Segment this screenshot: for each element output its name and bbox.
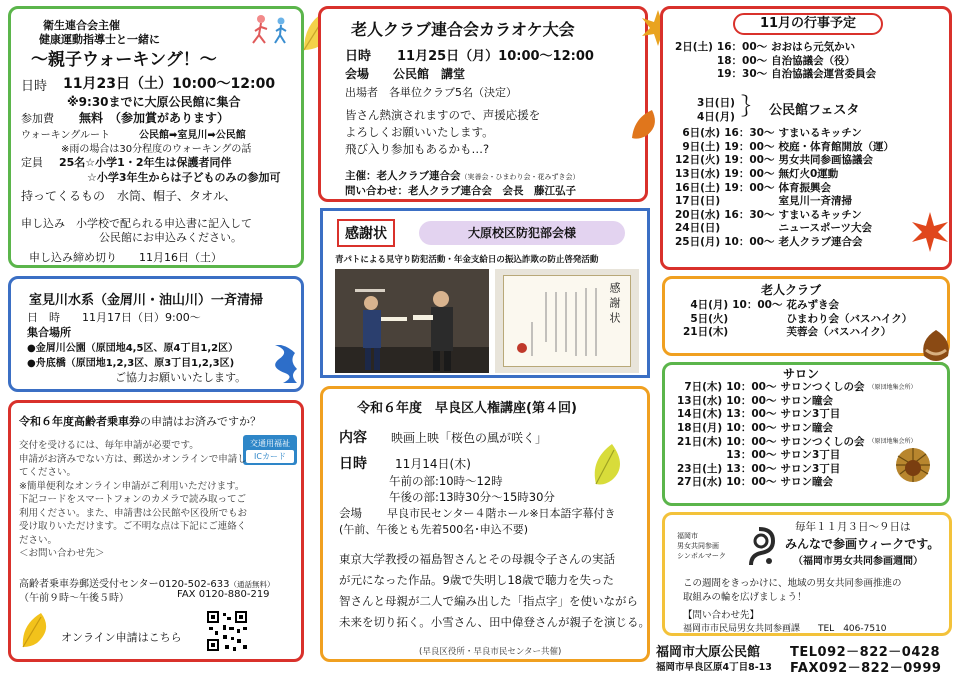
event-date: 2日(土) (675, 41, 713, 53)
event-note: （原団地集会所） (868, 383, 917, 391)
event-time (722, 195, 776, 209)
walking-host2: 健康運動指導士と一緒に (39, 33, 160, 46)
event-time: 10：00～ (732, 299, 783, 311)
hr-title: 令和６年度 早良区人権講座(第４回) (357, 401, 577, 416)
equality-week: 毎年１１月３日～９日は (795, 521, 911, 533)
event-date: 7日(木) (684, 381, 723, 393)
karaoke-host: 主催：老人クラブ連合会 (345, 170, 461, 182)
walking-host1: 衛生連合会主催 (43, 19, 120, 32)
event-name: 男女共同参画協議会 (778, 154, 873, 167)
walking-apply1: 申し込み 小学校で配られる申込書に記入して (21, 217, 252, 230)
equality-dept: 福岡市市民局男女共同参画課 TEL 406-7510 (683, 624, 887, 634)
schedule-row (673, 182, 896, 196)
event-name: 校庭・体育館開放（運） (778, 140, 894, 153)
footer-address: 福岡市早良区原4丁目8-13 (656, 662, 772, 673)
festa-date-2: 4日(月) (697, 111, 735, 123)
schedule-row (675, 463, 918, 477)
event-date: 24日(日) (675, 222, 721, 235)
hr-am: 午前の部:10時～12時 (389, 474, 503, 488)
event-time: 10：00～ (726, 435, 777, 448)
event-date: 25日(月) (675, 236, 721, 249)
event-name: サロン3丁目 (780, 408, 841, 421)
senior-pass-center-tel: 高齢者乗車券郵送受付センター0120-502-633 (19, 579, 230, 590)
event-time: 13：00～ (726, 408, 777, 421)
event-name: サロン瞳会 (780, 476, 833, 489)
equality-mark-label-2: 男女共同参画 (677, 542, 719, 550)
event-time: 10：00～ (726, 381, 777, 393)
senior-pass-line: 下記コードをスマートフォンのカメラで読み取ってご (19, 494, 247, 505)
event-time: 19：00～ (724, 154, 775, 167)
senior-pass-line: 受け取りいただけます。ご不明な点は下記にご連絡く (19, 521, 247, 532)
hr-venue: 早良市民センター４階ホール※日本語字幕付き (387, 507, 616, 520)
event-name: 無灯火0運動 (778, 167, 839, 180)
event-time: 19：00～ (724, 140, 775, 153)
hr-venue-label: 会場 (339, 506, 362, 520)
equality-headline: みんなで参画ウィークです。 (785, 537, 940, 551)
karaoke-panel (318, 6, 648, 202)
event-date: 13日(水) (677, 394, 723, 407)
qr-code-image[interactable] (205, 609, 249, 653)
event-date: 5日(火) (690, 312, 729, 325)
event-time: 19：00～ (724, 181, 775, 194)
event-name: 自治協議会運営委員会 (771, 68, 877, 81)
event-date: 23日(土) (677, 462, 723, 475)
schedule-row (673, 55, 878, 69)
award-panel (320, 208, 650, 378)
walking-gather: ※9:30までに大原公民館に集合 (67, 95, 241, 109)
event-date: 27日(水) (677, 476, 723, 489)
award-desc: 青パトによる見守り防犯活動・年金支給日の振込詐欺の防止啓発活動 (335, 255, 599, 265)
leaf-icon (590, 440, 630, 489)
senior-pass-line: 利用ください。また、申請書は公民館や区役所でもお (19, 507, 248, 519)
hr-story-line: 未来を切り拓く。小雪さん、田中偉登さんが親子を演じる。 (339, 615, 650, 629)
schedule-row (673, 154, 896, 168)
event-name: 花みずき会 (786, 299, 839, 311)
event-name: サロン瞳会 (780, 421, 833, 434)
equality-msg-1: この週間をきっかけに、地域の男女共同参画推進の (683, 578, 902, 589)
hr-story-line: が元になった作品。9歳で失明し18歳で聴力を失った (339, 573, 614, 587)
event-name: サロン3丁目 (780, 449, 841, 462)
schedule-row (675, 408, 918, 422)
senior-pass-heading (19, 413, 261, 429)
award-ceremony-photo (335, 269, 489, 373)
event-time: 19：30～ (716, 68, 768, 81)
event-name: サロン3丁目 (780, 462, 841, 475)
senior-pass-line: ＜お問い合わせ先＞ (19, 548, 105, 559)
walking-cap-label: 定員 (21, 156, 43, 169)
senior-pass-title: 令和６年度高齢者乗車券 (19, 415, 140, 428)
schedule-row (675, 436, 918, 450)
event-name: 体育振興会 (778, 181, 831, 194)
river-place-2: ●舟底橋（原団地1,2,3区、原3丁目1,2,3区) (27, 358, 235, 369)
equality-symbol-mark (739, 525, 779, 569)
schedule-row (673, 41, 878, 55)
event-date: 20日(水) (675, 208, 721, 221)
salon-title: サロン (783, 367, 820, 381)
karaoke-host-note: （実善会・ひまわり会・花みずき会） (460, 173, 580, 181)
event-date: 9日(土) (682, 140, 721, 153)
walking-date: 11月23日（土）10:00～12:00 (63, 76, 276, 92)
schedule-row (681, 313, 914, 327)
walking-fee: 無料 （参加賞があります） (79, 111, 230, 125)
schedule-panel (660, 6, 952, 270)
event-date: 4日(月) (690, 299, 729, 311)
walking-deadline: 申し込み締め切り 11月16日（土） (29, 251, 222, 264)
event-date (673, 55, 715, 69)
event-note: （原団地集会所） (868, 438, 917, 446)
senior-club-panel (662, 276, 950, 356)
event-name: 芙蓉会（バスハイク） (786, 326, 892, 339)
walking-panel (8, 6, 304, 268)
equality-panel (662, 512, 952, 636)
equality-mark-label-1: 福岡市 (677, 532, 698, 540)
schedule-row (675, 381, 918, 395)
river-date: 日 時 11月17日（日）9:00～ (27, 311, 201, 324)
ic-card-line1: 交通用福祉 (250, 439, 290, 448)
karaoke-entrants: 出場者 各単位クラブ5名（決定） (345, 86, 517, 99)
hr-credit: (早良区役所・早良市民センター共催) (419, 647, 562, 657)
karaoke-msg-1: 皆さん熱演されますので、声援応援を (345, 108, 541, 122)
award-badge: 感謝状 (337, 219, 395, 247)
event-time: 16：30～ (724, 208, 775, 221)
event-time: 18：00～ (716, 54, 768, 67)
walking-route: 公民館➡室見川➡公民館 (139, 130, 246, 141)
schedule-row (675, 476, 918, 490)
equality-contact: 【問い合わせ先】 (683, 610, 760, 621)
hr-date: 11月14日(木) (395, 457, 471, 471)
schedule-row (673, 68, 878, 82)
event-date: 21日(木) (677, 435, 723, 448)
schedule-row (675, 449, 918, 463)
award-org-banner (419, 221, 625, 245)
chestnut-icon (894, 446, 932, 487)
walking-route-label: ウォーキングルート (21, 130, 110, 141)
schedule-row (673, 168, 896, 182)
equality-msg-2: 取組みの輪を広げましょう！ (683, 592, 807, 603)
event-note (866, 395, 918, 409)
event-name: ニュースポーツ大会 (778, 222, 873, 235)
walking-bring: 持ってくるもの 水筒、帽子、タオル、 (21, 189, 237, 203)
schedule-title: 11月の行事予定 (759, 16, 857, 31)
event-name: サロンつくしの会 (780, 381, 865, 393)
event-time (730, 326, 784, 340)
event-note (866, 422, 918, 436)
schedule-row (681, 299, 914, 313)
schedule-row (673, 209, 896, 223)
walking-cap1: 25名☆小学1・2年生は保護者同伴 (59, 156, 232, 169)
salon-table (675, 381, 918, 490)
walking-fee-label: 参加費 (21, 112, 54, 125)
event-date (673, 68, 715, 82)
senior-pass-line: てください。 (19, 467, 77, 478)
festa-title: 公民館フェスタ (769, 103, 860, 118)
hr-note: (午前、午後とも先着500名･申込不要) (339, 523, 529, 536)
schedule-title-badge (733, 13, 883, 35)
schedule-row (673, 127, 896, 141)
schedule-row (673, 195, 896, 209)
event-name: サロン瞳会 (780, 394, 833, 407)
event-time: 16：00～ (716, 41, 768, 53)
hr-story-line: 東京大学教授の福島智さんとその母親令子さんの実話 (339, 552, 615, 566)
schedule-row (675, 422, 918, 436)
schedule-table (673, 41, 878, 82)
karaoke-contact: 問い合わせ：老人クラブ連合会 会長 藤江弘子 (345, 185, 576, 197)
karaoke-title: 老人クラブ連合会カラオケ大会 (351, 20, 575, 39)
senior-pass-line: ※簡単便利なオンライン申請がご利用いただけます。 (19, 480, 245, 492)
event-date: 12日(火) (675, 154, 721, 167)
event-time: 10：00～ (724, 236, 775, 249)
hr-story (339, 549, 650, 633)
event-date (675, 449, 724, 463)
event-note (866, 408, 918, 422)
event-name: サロンつくしの会 (780, 435, 865, 448)
river-place-1: ●金屑川公園（原団地4,5区、原4丁目1,2区） (27, 343, 239, 354)
schedule-row (673, 222, 896, 236)
maple-leaf-icon (910, 210, 950, 257)
karaoke-msg-3: 飛び入り参加もあるかも…? (345, 142, 490, 156)
event-time: 13：00～ (726, 462, 777, 475)
event-time: 10：00～ (726, 394, 777, 407)
river-place-label: 集合場所 (27, 326, 71, 339)
event-date: 6日(水) (682, 127, 721, 139)
leaf-icon (630, 108, 660, 143)
walking-rain: ※雨の場合は30分程度のウォーキングの話 (61, 144, 252, 155)
karaoke-venue: 会場 公民館 講堂 (345, 67, 466, 81)
river-title: 室見川水系（金屑川・油山川）一斉清掃 (29, 293, 264, 308)
senior-pass-hours: （午前９時～午後５時） (19, 593, 129, 604)
event-name: 自治協議会（役） (771, 54, 856, 67)
event-date: 18日(月) (677, 421, 723, 434)
festa-brace: ｝ (741, 95, 764, 120)
senior-pass-line: ださい。 (19, 534, 58, 546)
event-time: 10：00～ (726, 421, 777, 434)
walking-date-label: 日時 (21, 79, 48, 94)
karaoke-host-line (345, 168, 580, 183)
hr-content-label: 内容 (339, 430, 367, 446)
footer-tel: TEL092－822－0428 (790, 645, 940, 660)
event-name: おおはら元気かい (771, 41, 856, 53)
event-name: 老人クラブ連合会 (778, 236, 863, 249)
walking-title: ～親子ウォーキング！～ (31, 50, 217, 70)
event-name: ひまわり会（バスハイク） (786, 312, 913, 325)
senior-pass-fax: FAX 0120-880-219 (177, 589, 270, 600)
walking-cap2: ☆小学3年生からは子どものみの参加可 (87, 171, 281, 184)
hr-content: 映画上映「桜色の風が咲く」 (391, 431, 548, 445)
hr-pm: 午後の部:13時30分～15時30分 (389, 490, 555, 504)
award-org: 大原校区防犯部会様 (467, 226, 576, 240)
footer-name: 福岡市大原公民館 (656, 645, 761, 660)
event-date: 13日(水) (675, 167, 721, 180)
walkers-icon (247, 13, 297, 45)
senior-pass-line: 申請がお済みでない方は、郵送かオンラインで申請し (19, 453, 247, 465)
event-name: すまいるキッチン (778, 208, 862, 221)
event-date: 17日(日) (675, 195, 721, 208)
festa-date-1: 3日(日) (697, 97, 735, 109)
schedule-row (673, 236, 896, 250)
human-rights-panel (320, 386, 650, 662)
hr-story-line: 智さんと母親が二人で編み出した「指点字」を使いながら (339, 594, 638, 608)
hr-date-label: 日時 (339, 456, 367, 472)
event-name: すまいるキッチン (778, 127, 862, 139)
club-title: 老人クラブ (761, 283, 822, 297)
schedule-row (681, 326, 914, 340)
event-time: 19：00～ (724, 167, 775, 180)
river-icon (269, 343, 299, 383)
river-cleanup-panel (8, 276, 304, 392)
senior-pass-line: 交付を受けるには、毎年申請が必要です。 (19, 440, 199, 451)
club-table (681, 299, 914, 340)
equality-sub: （福岡市男女共同参画週間） (793, 556, 923, 567)
schedule-table-2 (673, 127, 896, 250)
schedule-row (675, 395, 918, 409)
karaoke-date: 日時 11月25日（月）10:00～12:00 (345, 49, 594, 64)
schedule-row (673, 141, 896, 155)
karaoke-msg-2: よろしくお願いいたします。 (345, 125, 494, 139)
event-time (722, 222, 776, 236)
senior-pass-panel (8, 400, 304, 662)
leaf-icon (19, 609, 53, 652)
event-time (730, 313, 784, 327)
event-name: 室見川一斉清掃 (778, 195, 852, 208)
walking-apply2: 公民館にお申込みください。 (99, 231, 242, 244)
equality-mark-label-3: シンボルマーク (677, 552, 726, 560)
river-thanks: ご協力お願いいたします。 (115, 371, 247, 384)
event-date: 16日(土) (675, 181, 721, 194)
senior-pass-title2: の申請はお済みですか？ (140, 415, 261, 428)
event-time: 13：00～ (726, 449, 777, 462)
ic-card-image (243, 435, 297, 465)
senior-pass-body (19, 439, 247, 561)
event-date: 21日(木) (683, 326, 729, 339)
award-certificate-photo (495, 269, 639, 373)
ic-card-line2: ICカード (246, 450, 294, 463)
event-date: 14日(木) (677, 408, 723, 421)
online-apply-link[interactable]: オンライン申請はこちら (61, 631, 182, 644)
senior-pass-center-note: （通話無料） (229, 580, 275, 589)
certificate-title: 感謝状 (608, 282, 621, 327)
event-time: 16：30～ (724, 127, 775, 139)
senior-pass-center (19, 575, 274, 590)
event-time: 10：00～ (726, 476, 777, 489)
footer-fax: FAX092－822－0999 (790, 661, 942, 676)
